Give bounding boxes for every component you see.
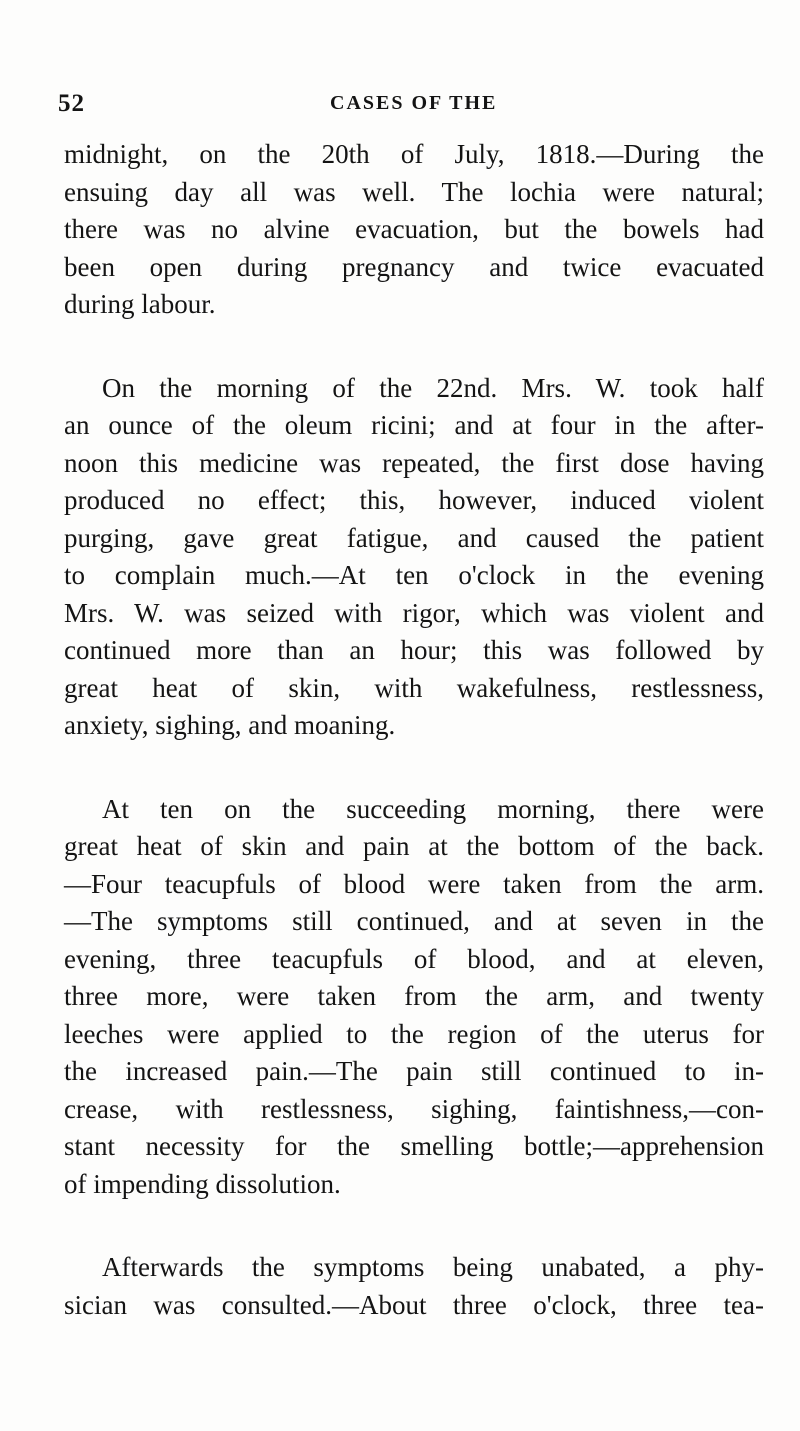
running-head: [58, 90, 758, 120]
paragraph-1: [64, 136, 764, 324]
text-line: great heat of skin, with wakefulness, restlessness,: [64, 672, 764, 703]
text-line: been open during pregnancy and twice evacuated: [64, 251, 764, 282]
text-line: purging, gave great fatigue, and caused the patient: [64, 522, 764, 553]
text-line: continued more than an hour; this was followed by: [64, 635, 764, 665]
paragraph-gap: [64, 1203, 764, 1249]
text-line: evening, three teacupfuls of blood, and at eleven,: [64, 943, 764, 974]
text-line: —Four teacupfuls of blood were taken from the arm.: [64, 868, 764, 899]
text-line: an ounce of the oleum ricini; and at four in the after-: [64, 410, 764, 440]
text-line: great heat of skin and pain at the bottom of the back.: [64, 831, 764, 861]
text-line: to complain much.—At ten o'clock in the evening: [64, 560, 764, 590]
body-text: [64, 136, 764, 1324]
paragraph-3: [64, 791, 764, 1204]
text-line: On the morning of the 22nd. Mrs. W. took half: [102, 372, 764, 403]
text-line: there was no alvine evacuation, but the bowels had: [64, 214, 764, 244]
text-line: anxiety, sighing, and moaning.: [64, 710, 396, 740]
text-line: noon this medicine was repeated, the first dose having: [64, 447, 764, 478]
text-line: produced no effect; this, however, induced violent: [64, 485, 764, 515]
paragraph-gap: [64, 324, 764, 370]
paragraph-2: [64, 370, 764, 745]
text-line: —The symptoms still continued, and at seven in the: [64, 906, 764, 936]
paragraph-4: [64, 1249, 764, 1324]
text-line: At ten on the succeeding morning, there were: [102, 793, 764, 824]
running-title: CASES OF THE: [330, 92, 498, 114]
text-line: Mrs. W. was seized with rigor, which was violent and: [64, 597, 764, 628]
paragraph-gap: [64, 745, 764, 791]
text-line: three more, were taken from the arm, and twenty: [64, 981, 764, 1011]
text-line: during labour.: [64, 289, 216, 319]
text-line: midnight, on the 20th of July, 1818.—During the: [64, 139, 764, 169]
text-line: sician was consulted.—About three o'clock, three tea-: [64, 1289, 764, 1320]
page-number: 52: [58, 90, 85, 117]
text-line: leeches were applied to the region of the uterus for: [64, 1018, 764, 1049]
text-line: stant necessity for the smelling bottle;—apprehension: [64, 1131, 764, 1161]
text-line: ensuing day all was well. The lochia were natural;: [64, 176, 764, 207]
text-line: crease, with restlessness, sighing, faintishness,—con-: [64, 1093, 764, 1124]
text-line: of impending dissolution.: [64, 1168, 341, 1199]
text-line: Afterwards the symptoms being unabated, a phy-: [102, 1252, 764, 1282]
text-line: the increased pain.—The pain still continued to in-: [64, 1056, 764, 1086]
